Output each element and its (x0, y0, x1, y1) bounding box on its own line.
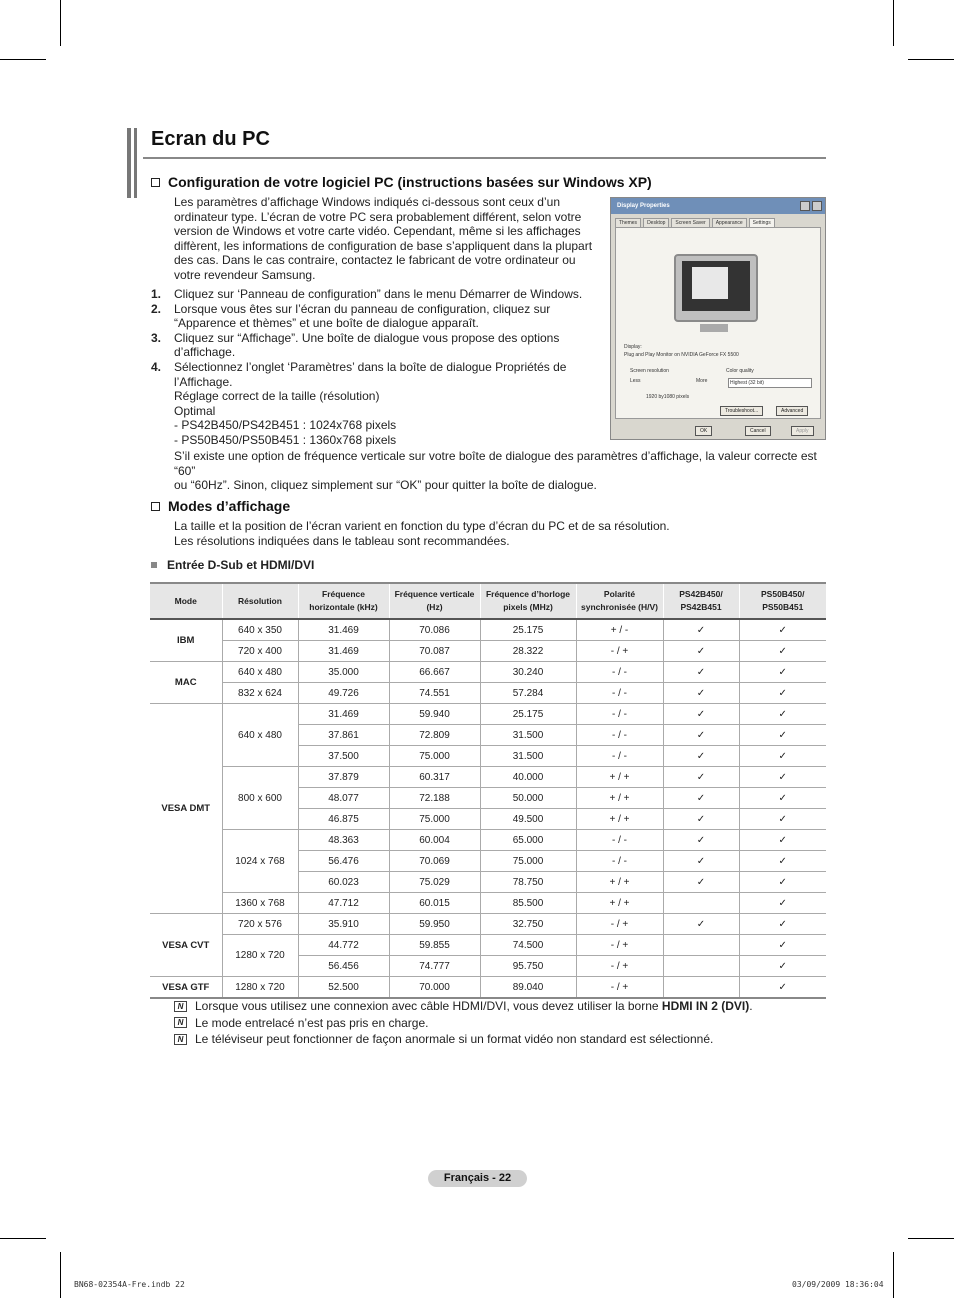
resolution-cell: 720 x 400 (222, 641, 298, 662)
table-row (150, 977, 826, 999)
display-modes-table (150, 582, 826, 999)
column-header: Fréquence verticale (Hz) (389, 583, 480, 619)
steps-list (151, 287, 591, 448)
pixel-clock-cell: 75.000 (480, 851, 576, 872)
support-ps50-cell: ✓ (739, 725, 826, 746)
title-accent-bar (134, 128, 137, 198)
polarity-cell: - / + (576, 977, 663, 999)
polarity-cell: + / - (576, 619, 663, 641)
polarity-cell: + / + (576, 872, 663, 893)
support-ps42-cell: ✓ (663, 830, 739, 851)
horizontal-frequency-cell: 35.000 (298, 662, 389, 683)
page-number-badge: Français - 22 (428, 1170, 527, 1187)
pixel-clock-cell: 95.750 (480, 956, 576, 977)
section-heading-text: Modes d’affichage (168, 498, 291, 514)
polarity-cell: + / + (576, 893, 663, 914)
horizontal-frequency-cell: 56.476 (298, 851, 389, 872)
polarity-cell: + / + (576, 767, 663, 788)
help-icon (800, 201, 810, 211)
vertical-frequency-cell: 72.809 (389, 725, 480, 746)
horizontal-frequency-cell: 31.469 (298, 641, 389, 662)
horizontal-frequency-cell: 48.077 (298, 788, 389, 809)
crop-mark (60, 1252, 61, 1298)
mode-cell: VESA DMT (150, 704, 222, 914)
resolution-cell: 720 x 576 (222, 914, 298, 935)
horizontal-frequency-cell: 35.910 (298, 914, 389, 935)
pixel-clock-cell: 50.000 (480, 788, 576, 809)
support-ps42-cell (663, 977, 739, 999)
vertical-frequency-cell: 60.004 (389, 830, 480, 851)
column-header: PS42B450/ PS42B451 (663, 583, 739, 619)
step-number: 1. (151, 287, 162, 301)
text-line: Lorsque vous êtes sur l’écran du panneau de configuration, cliquez sur (174, 301, 551, 316)
resolution-label: Screen resolution (630, 368, 669, 374)
step-item (151, 302, 591, 331)
note-icon: N (174, 1001, 187, 1012)
column-header: Mode (150, 583, 222, 619)
title-rule (143, 157, 826, 159)
note-item (174, 1015, 753, 1032)
input-subheading (151, 558, 314, 572)
support-ps42-cell: ✓ (663, 641, 739, 662)
mode-cell: MAC (150, 662, 222, 704)
text-line: La taille et la position de l’écran varient en fonction du type d’écran du PC et de sa résolution. (174, 519, 670, 533)
support-ps42-cell: ✓ (663, 683, 739, 704)
table-row (150, 641, 826, 662)
text-line: Sélectionnez l’onglet ‘Paramètres’ dans la boîte de dialogue Propriétés de (174, 359, 567, 374)
support-ps42-cell: ✓ (663, 914, 739, 935)
text-line: Les paramètres d’affichage Windows indiqués ci-dessous sont ceux d’un (174, 195, 560, 209)
support-ps42-cell: ✓ (663, 788, 739, 809)
column-header: Polarité synchronisée (H/V) (576, 583, 663, 619)
monitor-stand-icon (700, 324, 728, 332)
support-ps50-cell: ✓ (739, 956, 826, 977)
polarity-cell: - / + (576, 641, 663, 662)
section-heading-config (151, 174, 652, 190)
note-item (174, 1031, 753, 1048)
polarity-cell: - / - (576, 851, 663, 872)
horizontal-frequency-cell: 47.712 (298, 893, 389, 914)
table-row (150, 893, 826, 914)
note-text: Le téléviseur peut fonctionner de façon anormale si un format vidéo non standard est sélectionné. (195, 1032, 714, 1046)
column-header: PS50B450/ PS50B451 (739, 583, 826, 619)
support-ps50-cell: ✓ (739, 619, 826, 641)
vertical-frequency-cell: 72.188 (389, 788, 480, 809)
section-heading-text: Configuration de votre logiciel PC (instructions basées sur Windows XP) (168, 174, 652, 190)
resolution-cell: 1280 x 720 (222, 977, 298, 999)
support-ps50-cell: ✓ (739, 641, 826, 662)
step-item (151, 360, 591, 389)
pixel-clock-cell: 28.322 (480, 641, 576, 662)
apply-button: Apply (791, 426, 814, 436)
horizontal-frequency-cell: 44.772 (298, 935, 389, 956)
modes-intro (174, 519, 834, 548)
support-ps50-cell: ✓ (739, 830, 826, 851)
horizontal-frequency-cell: 37.879 (298, 767, 389, 788)
polarity-cell: - / - (576, 830, 663, 851)
square-bullet-icon (151, 562, 157, 568)
support-ps42-cell: ✓ (663, 872, 739, 893)
polarity-cell: - / + (576, 956, 663, 977)
table-row (150, 619, 826, 641)
vertical-frequency-cell: 70.069 (389, 851, 480, 872)
cancel-button: Cancel (745, 426, 771, 436)
note-text: Le mode entrelacé n’est pas pris en charge. (195, 1015, 429, 1030)
support-ps42-cell: ✓ (663, 704, 739, 725)
resolution-cell: 640 x 480 (222, 704, 298, 767)
vertical-frequency-cell: 60.015 (389, 893, 480, 914)
color-quality-select: Highest (32 bit) (728, 378, 812, 388)
crop-mark (893, 1252, 894, 1298)
tab-screen-saver: Screen Saver (671, 218, 709, 227)
table-row (150, 767, 826, 788)
support-ps42-cell: ✓ (663, 767, 739, 788)
resolution-cell: 1360 x 768 (222, 893, 298, 914)
support-ps42-cell: ✓ (663, 725, 739, 746)
resolution-cell: 640 x 350 (222, 619, 298, 641)
note-icon: N (174, 1017, 187, 1028)
crop-mark (908, 1238, 954, 1239)
display-value: Plug and Play Monitor on NVIDIA GeForce FX 5500 (624, 352, 739, 358)
support-ps42-cell: ✓ (663, 662, 739, 683)
title-accent-bar (127, 128, 131, 198)
notes-list (174, 998, 753, 1048)
pixel-clock-cell: 65.000 (480, 830, 576, 851)
crop-mark (893, 0, 894, 46)
text-line: diffèrent, les informations de configuration de base s’appliquent dans la plupart (174, 238, 593, 253)
note-item (174, 998, 753, 1015)
crop-mark (0, 59, 46, 60)
step-number: 3. (151, 330, 162, 345)
pixel-clock-cell: 78.750 (480, 872, 576, 893)
section-heading-modes (151, 498, 290, 514)
support-ps50-cell: ✓ (739, 809, 826, 830)
support-ps50-cell: ✓ (739, 893, 826, 914)
horizontal-frequency-cell: 31.469 (298, 619, 389, 641)
resolution-info (151, 389, 591, 447)
pixel-clock-cell: 25.175 (480, 704, 576, 725)
horizontal-frequency-cell: 49.726 (298, 683, 389, 704)
column-header: Fréquence horizontale (kHz) (298, 583, 389, 619)
table-row (150, 704, 826, 725)
crop-mark (0, 1238, 46, 1239)
screenshot-titlebar (611, 198, 825, 214)
resolution-cell: 1024 x 768 (222, 830, 298, 893)
pixel-clock-cell: 89.040 (480, 977, 576, 999)
table-row (150, 830, 826, 851)
tab-settings: Settings (749, 218, 775, 227)
screenshot-title: Display Properties (617, 203, 670, 209)
note-text: Lorsque vous utilisez une connexion avec câble HDMI/DVI, vous devez utiliser la borne HDMI IN 2 (DVI). (195, 999, 753, 1013)
text-line: version de Windows et votre carte vidéo. Cependant, même si les affichages (174, 224, 581, 239)
polarity-cell: - / - (576, 725, 663, 746)
vertical-frequency-cell: 75.029 (389, 872, 480, 893)
crop-mark (60, 0, 61, 46)
support-ps42-cell: ✓ (663, 851, 739, 872)
horizontal-frequency-cell: 56.456 (298, 956, 389, 977)
horizontal-frequency-cell: 48.363 (298, 830, 389, 851)
print-timestamp: 03/09/2009 18:36:04 (792, 1280, 884, 1289)
text-line: Optimal (174, 403, 216, 418)
text-line: ordinateur type. L’écran de votre PC sera probablement différent, selon votre (174, 209, 582, 224)
support-ps42-cell (663, 956, 739, 977)
screenshot-tabs (611, 214, 825, 227)
color-quality-label: Color quality (726, 368, 754, 374)
table-row (150, 935, 826, 956)
ok-button: OK (695, 426, 712, 436)
horizontal-frequency-cell: 60.023 (298, 872, 389, 893)
more-label: More (696, 378, 708, 384)
support-ps50-cell: ✓ (739, 872, 826, 893)
pixel-clock-cell: 40.000 (480, 767, 576, 788)
support-ps50-cell: ✓ (739, 704, 826, 725)
frequency-note (174, 449, 834, 493)
step-item (151, 287, 591, 302)
support-ps50-cell: ✓ (739, 683, 826, 704)
mode-cell: VESA CVT (150, 914, 222, 977)
polarity-cell: - / - (576, 704, 663, 725)
pixel-clock-cell: 74.500 (480, 935, 576, 956)
pixel-clock-cell: 85.500 (480, 893, 576, 914)
support-ps50-cell: ✓ (739, 746, 826, 767)
column-header: Résolution (222, 583, 298, 619)
text-line: Les résolutions indiquées dans le tableau sont recommandées. (174, 533, 510, 548)
vertical-frequency-cell: 74.777 (389, 956, 480, 977)
support-ps50-cell: ✓ (739, 935, 826, 956)
pixel-clock-cell: 31.500 (480, 725, 576, 746)
text-line: Cliquez sur “Affichage”. Une boîte de dialogue vous propose des options (174, 330, 560, 345)
text-line: Cliquez sur ‘Panneau de configuration” dans le menu Démarrer de Windows. (174, 287, 583, 301)
resolution-cell: 800 x 600 (222, 767, 298, 830)
text-line: Réglage correct de la taille (résolution) (174, 389, 380, 404)
polarity-cell: - / - (576, 746, 663, 767)
support-ps50-cell: ✓ (739, 662, 826, 683)
support-ps50-cell: ✓ (739, 914, 826, 935)
vertical-frequency-cell: 66.667 (389, 662, 480, 683)
text-line: - PS50B450/PS50B451 : 1360x768 pixels (174, 432, 397, 447)
text-line: l’Affichage. (174, 374, 233, 389)
horizontal-frequency-cell: 37.500 (298, 746, 389, 767)
text-line: - PS42B450/PS42B451 : 1024x768 pixels (174, 418, 397, 433)
horizontal-frequency-cell: 31.469 (298, 704, 389, 725)
table-header-row (150, 583, 826, 619)
pixel-clock-cell: 31.500 (480, 746, 576, 767)
horizontal-frequency-cell: 37.861 (298, 725, 389, 746)
checkbox-bullet-icon (151, 502, 160, 511)
resolution-cell: 640 x 480 (222, 662, 298, 683)
text-line: votre revendeur Samsung. (174, 267, 316, 282)
support-ps42-cell: ✓ (663, 809, 739, 830)
support-ps42-cell: ✓ (663, 746, 739, 767)
text-line: d’affichage. (174, 345, 236, 360)
crop-mark (908, 59, 954, 60)
polarity-cell: - / - (576, 662, 663, 683)
polarity-cell: - / + (576, 935, 663, 956)
vertical-frequency-cell: 59.855 (389, 935, 480, 956)
resolution-cell: 832 x 624 (222, 683, 298, 704)
vertical-frequency-cell: 60.317 (389, 767, 480, 788)
polarity-cell: + / + (576, 788, 663, 809)
display-properties-screenshot (610, 197, 826, 440)
polarity-cell: + / + (576, 809, 663, 830)
vertical-frequency-cell: 70.087 (389, 641, 480, 662)
intro-paragraph (174, 195, 594, 283)
vertical-frequency-cell: 75.000 (389, 809, 480, 830)
support-ps50-cell: ✓ (739, 788, 826, 809)
file-name: BN68-02354A-Fre.indb 22 (74, 1280, 185, 1289)
vertical-frequency-cell: 75.000 (389, 746, 480, 767)
polarity-cell: - / + (576, 914, 663, 935)
text-line: ou “60Hz”. Sinon, cliquez simplement sur “OK” pour quitter la boîte de dialogue. (174, 478, 597, 493)
table-row (150, 662, 826, 683)
troubleshoot-button: Troubleshoot... (720, 406, 763, 416)
step-number: 2. (151, 301, 162, 316)
table-row (150, 914, 826, 935)
pixel-clock-cell: 57.284 (480, 683, 576, 704)
step-item (151, 331, 591, 360)
polarity-cell: - / - (576, 683, 663, 704)
close-icon (812, 201, 822, 211)
horizontal-frequency-cell: 46.875 (298, 809, 389, 830)
support-ps50-cell: ✓ (739, 977, 826, 999)
support-ps50-cell: ✓ (739, 851, 826, 872)
pixel-clock-cell: 32.750 (480, 914, 576, 935)
support-ps42-cell (663, 935, 739, 956)
pixel-clock-cell: 30.240 (480, 662, 576, 683)
vertical-frequency-cell: 59.940 (389, 704, 480, 725)
step-number: 4. (151, 359, 162, 374)
pixel-clock-cell: 49.500 (480, 809, 576, 830)
support-ps50-cell: ✓ (739, 767, 826, 788)
text-line: S’il existe une option de fréquence verticale sur votre boîte de dialogue des paramètres d’affichage, la valeur correcte est “60” (174, 449, 817, 478)
note-icon: N (174, 1034, 187, 1045)
column-header: Fréquence d’horloge pixels (MHz) (480, 583, 576, 619)
mode-cell: IBM (150, 619, 222, 662)
subheading-text: Entrée D-Sub et HDMI/DVI (167, 558, 315, 572)
support-ps42-cell (663, 893, 739, 914)
display-label: Display: (624, 344, 642, 350)
vertical-frequency-cell: 74.551 (389, 683, 480, 704)
text-line: “Apparence et thèmes” et une boîte de dialogue apparaît. (174, 316, 479, 331)
tab-appearance: Appearance (712, 218, 747, 227)
table-row (150, 683, 826, 704)
vertical-frequency-cell: 70.000 (389, 977, 480, 999)
tab-themes: Themes (615, 218, 641, 227)
screenshot-body (615, 227, 821, 419)
mode-cell: VESA GTF (150, 977, 222, 999)
support-ps42-cell: ✓ (663, 619, 739, 641)
less-label: Less (630, 378, 641, 384)
advanced-button: Advanced (776, 406, 808, 416)
tab-desktop: Desktop (643, 218, 669, 227)
resolution-cell: 1280 x 720 (222, 935, 298, 977)
horizontal-frequency-cell: 52.500 (298, 977, 389, 999)
vertical-frequency-cell: 70.086 (389, 619, 480, 641)
monitor-icon (674, 254, 758, 322)
page-title: Ecran du PC (151, 128, 270, 150)
pixel-clock-cell: 25.175 (480, 619, 576, 641)
vertical-frequency-cell: 59.950 (389, 914, 480, 935)
resolution-value: 1920 by1080 pixels (646, 394, 690, 400)
checkbox-bullet-icon (151, 178, 160, 187)
text-line: des cas. Dans le cas contraire, contactez le fabricant de votre ordinateur ou (174, 253, 576, 268)
